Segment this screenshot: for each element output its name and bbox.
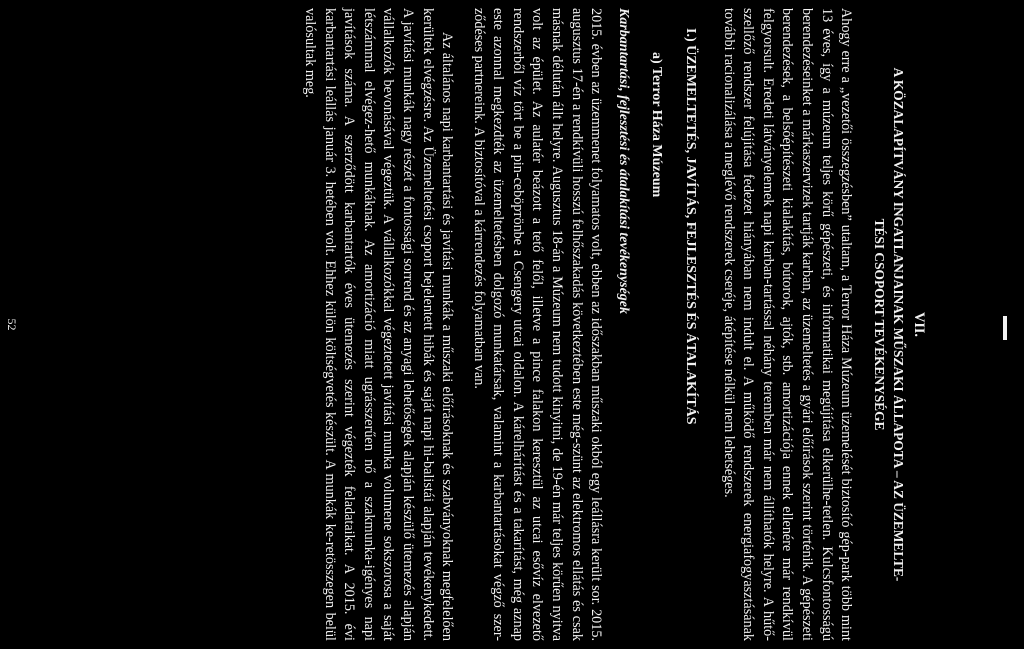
page-number: 52 <box>5 318 19 331</box>
scan-edge-mark <box>1003 316 1007 340</box>
section-heading: I.) ÜZEMELTETÉS, JAVÍTÁS, FEJLESZTÉS ÉS ÁTALAKÍTÁS <box>683 28 699 425</box>
chapter-subtitle: TÉSI CSOPORT TEVÉKENYSÉGE <box>871 218 887 431</box>
chapter-number: VII. <box>911 312 927 337</box>
chapter-title: A KÖZALAPÍTVÁNY INGATLANJAINAK MŰSZAKI ÁLLAPOTA – AZ ÜZEMELTE- <box>891 67 907 582</box>
activity-heading: Karbantartási, fejlesztési és átalakítási tevékenységek <box>615 8 631 315</box>
body-paragraph-2: Az általános napi karbantartási és javítási munkák a műszaki előírásoknak és szabványoknak megfelelően kerültek elvégzésre. Az Üzemeltetési csoport bejelentett hibák és saját napi hi-balistái alapján tevékenykedett. A javítási munkák nagy részét a fontossági sorrend és az anyagi lehetőségek alapján készülő ütemezés alapján vállalkozók bevonásával végeztük. A vállalkozókkal végeztetett javítási munka volumene sokszorosa a saját létszámmal elvégez-hető munkáknak. Az amortizáció miatt ugrásszerűen nő a szakmunka-igényes napi javítások száma. A szerződött karbantartók éves ütemezés szerint végezték feladataikat. A 2015. évi karbantartási leállás január 3. hetében volt. Ehhez külön költségvetés készült. A munkák ke-retösszegen belül valósultak meg. <box>301 8 456 641</box>
body-paragraph-1: 2015. évben az üzemmenet folyamatos volt, ebben az időszakban műszaki okból egy leállásra került sor. 2015. augusztus 17-én a rendkívüli hosszú felhőszakadás következtében este még-szünt az elektromos ellátás és csak másnak délután állt helyre. Augusztus 18-án a Múzeum nem tudott kinyitni, de 19-én már teljes körűen nyitva volt az épület. Az aulatér beázott a tető felől, illetve a pince falakon keresztül az utcai esővíz elvezető rendszerből víz tört be a pin-ceböртönbe a Csengery utcai oldalon. A kárelhárítást és a takarítást, még aznap este azonnal megkezdték az üzemeltetésben dolgozó munkatársak, valamint a karbantartásokat végző szer-ződéses partnereink. A biztosítóval a kárrendezés folyamatban van. <box>470 8 605 641</box>
subsection-heading: a) Terror Háza Múzeum <box>649 52 665 198</box>
intro-paragraph: Ahogy erre a „vezetői összegzésben” utaltam, a Terror Háza Múzeum üzemelését biztosító gép-park több mint 13 éves, így a múzeum teljes körű gépészeti, és informatikai megújítása elkerülhe-tetlen. Kulcsfontosságú berendezéseinket a márkaszervizek tartják karban, az üzemeltetés a gyári előírások szerint történik. A gépészeti berendezések, a belsőépítészeti kialakítás, bútorok, ajtók, stb. amortizációja ennek ellenére már rendkívül felgyorsult. Eredeti látványelemek napi karban-tartással néhány teremben már nem állíthatók helyre. A hűtő-szellőző rendszer felújítása fedezet hiányában nem indult el. A működő rendszerek energiafogyasztásának további racionalizálása a meglévő rendszerek cseréje, átépítése nélkül nem lehetséges. <box>720 8 855 641</box>
